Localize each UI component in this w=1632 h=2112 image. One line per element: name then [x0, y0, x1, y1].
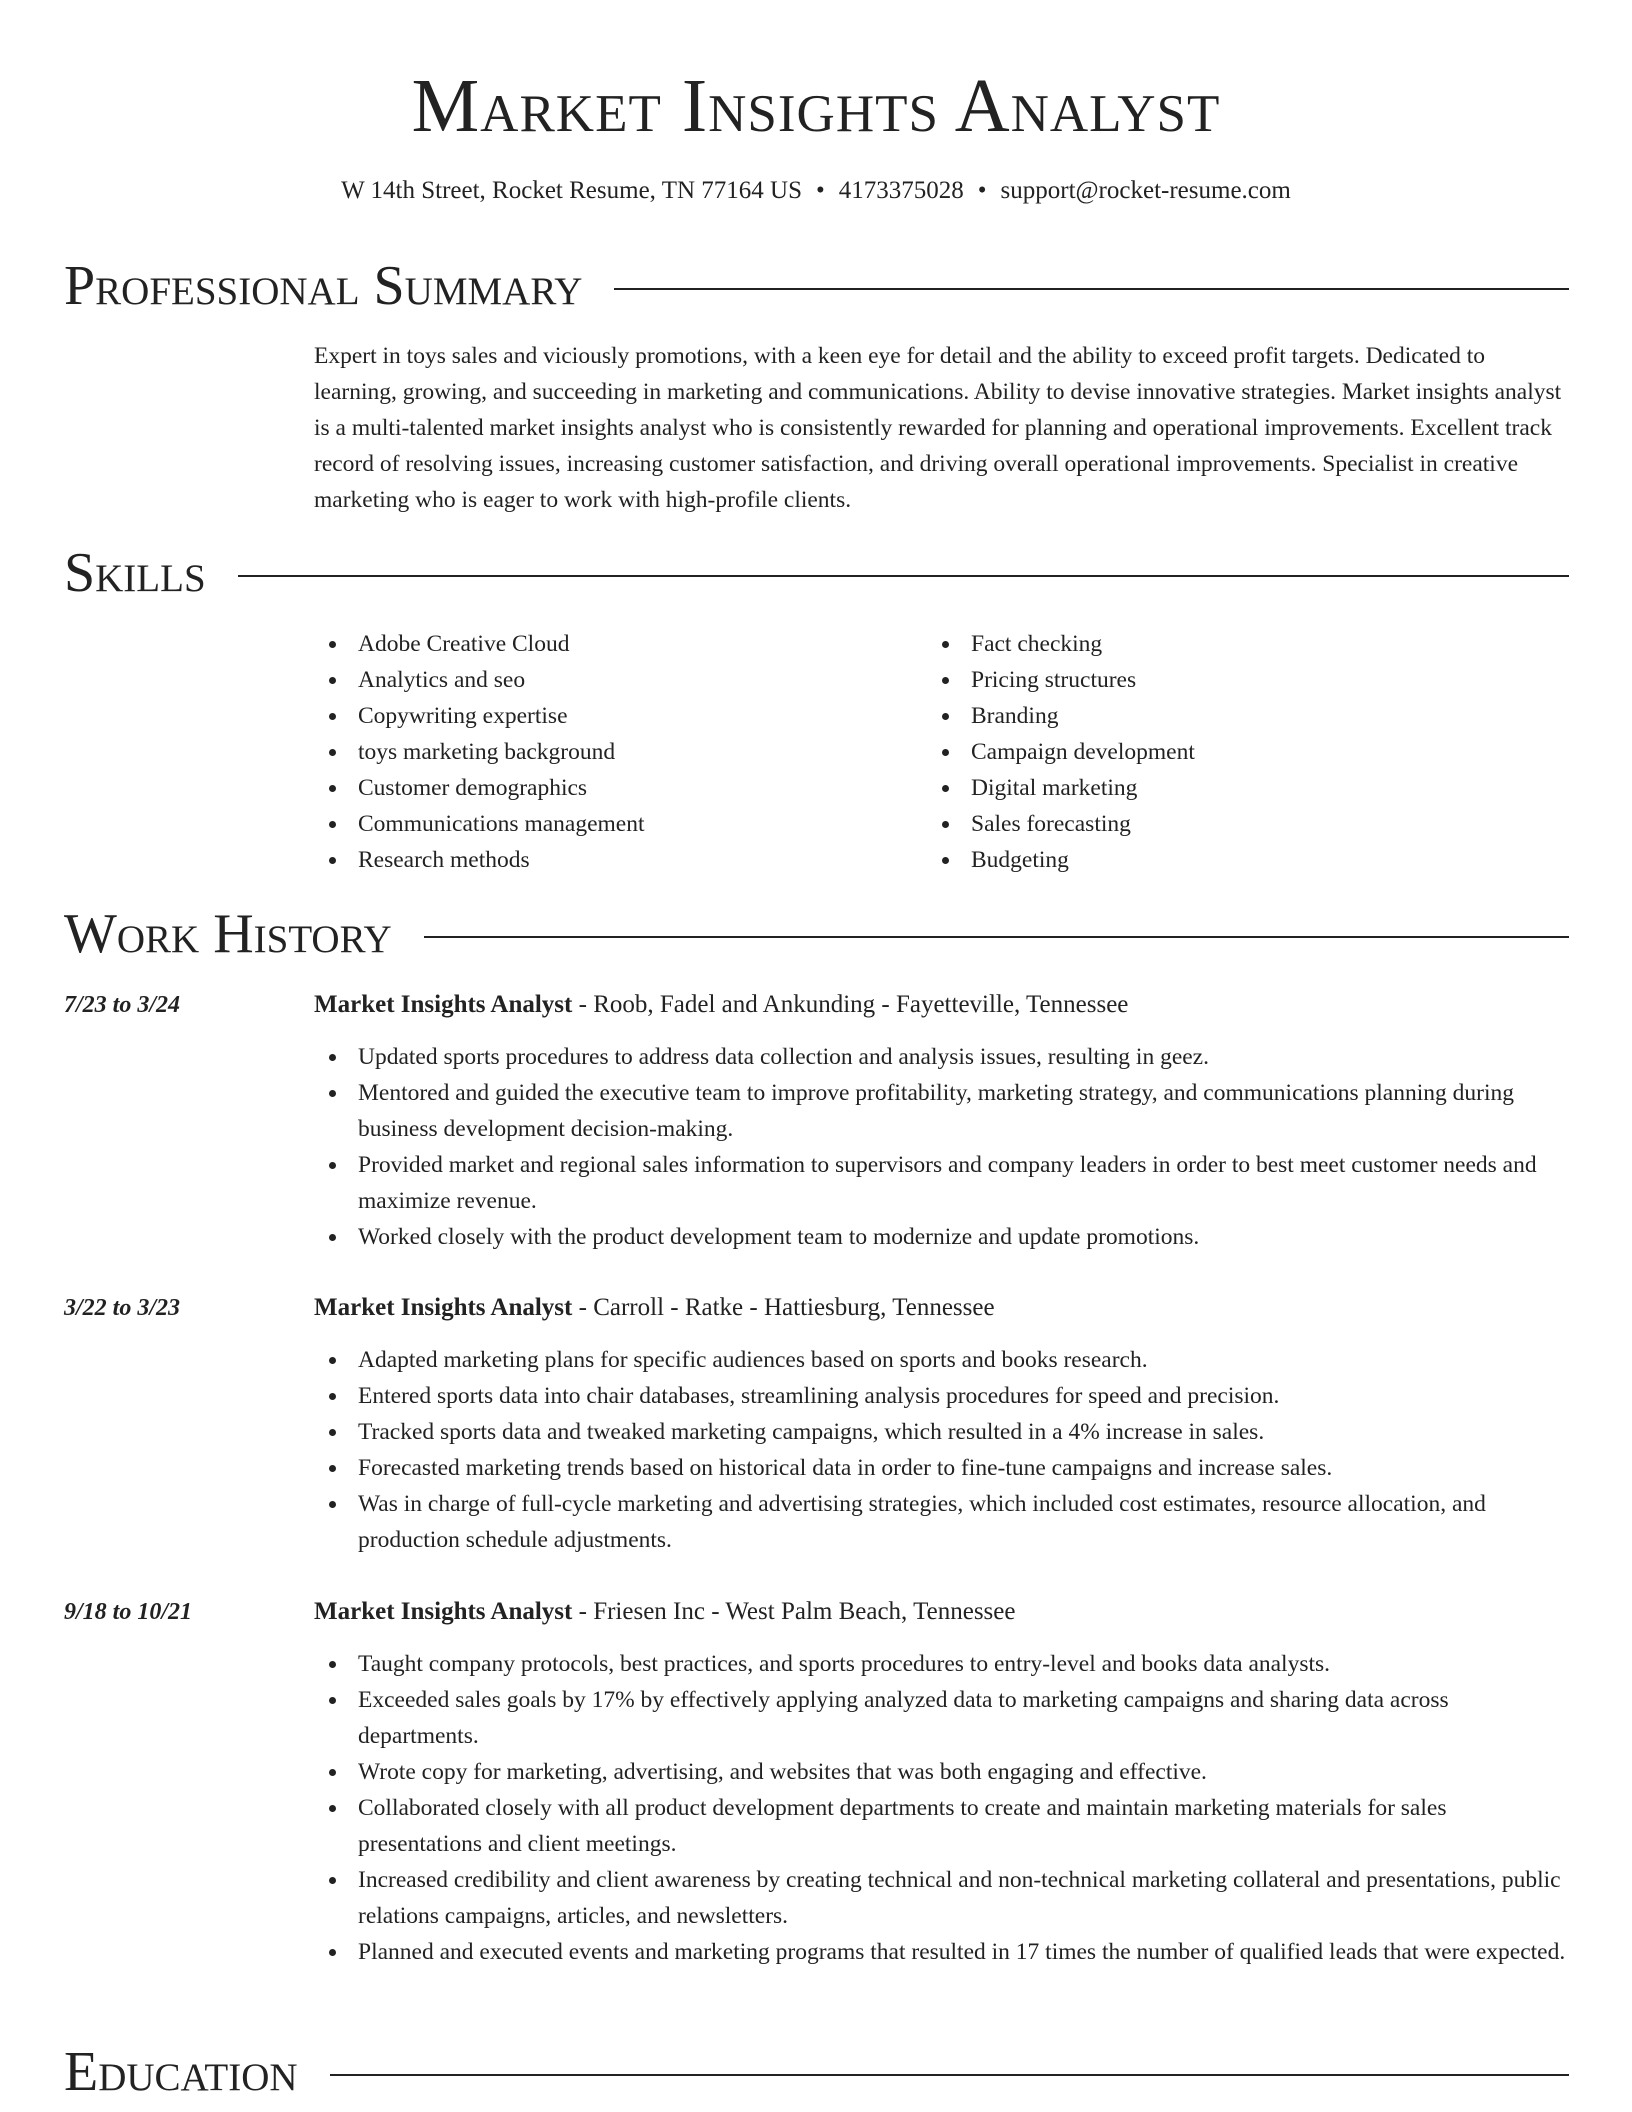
job-bullet: Adapted marketing plans for specific audiences based on sports and books research.: [314, 1342, 1570, 1378]
skill-item: Adobe Creative Cloud: [314, 626, 914, 662]
job-bullet: Worked closely with the product development team to modernize and update promotions.: [314, 1219, 1570, 1255]
contact-separator: •: [977, 177, 987, 204]
skill-item: Campaign development: [927, 734, 1567, 770]
section-header-education: [64, 2040, 1569, 2104]
section-divider: [614, 288, 1569, 290]
skill-item: Pricing structures: [927, 662, 1567, 698]
skill-item: Communications management: [314, 806, 914, 842]
section-divider: [330, 2074, 1569, 2076]
skill-item: Fact checking: [927, 626, 1567, 662]
contact-line: [0, 174, 1632, 208]
skills-list-left: [314, 626, 914, 878]
section-title-summary: Professional Summary: [64, 255, 583, 317]
job-company-location: - Roob, Fadel and Ankunding - Fayetteville, Tennessee: [572, 991, 1129, 1018]
job-bullet: Taught company protocols, best practices, and sports procedures to entry-level and books data analysts.: [314, 1646, 1570, 1682]
job-company-location: - Carroll - Ratke - Hattiesburg, Tennessee: [572, 1294, 995, 1321]
job-company-location: - Friesen Inc - West Palm Beach, Tennessee: [572, 1598, 1016, 1625]
job-title: Market Insights Analyst: [314, 991, 573, 1018]
skill-item: Budgeting: [927, 842, 1567, 878]
job-title-line: [314, 987, 1128, 1023]
job-bullet-list: [314, 1342, 1570, 1558]
skill-item: Customer demographics: [314, 770, 914, 806]
job-bullet: Tracked sports data and tweaked marketing campaigns, which resulted in a 4% increase in sales.: [314, 1414, 1570, 1450]
section-title-work-history: Work History: [64, 903, 392, 965]
section-header-skills: [64, 541, 1569, 605]
contact-separator: •: [816, 177, 825, 204]
section-title-skills: Skills: [64, 542, 206, 604]
job-bullet-list: [314, 1646, 1570, 1970]
job-title-line: [314, 1290, 995, 1326]
candidate-name: Market Insights Analyst: [411, 64, 1221, 148]
contact-email: support@rocket-resume.com: [1000, 177, 1291, 204]
job-bullet: Was in charge of full-cycle marketing and advertising strategies, which included cost estimates, resource allocation, and production schedule adjustments.: [314, 1486, 1570, 1558]
job-bullet-list: [314, 1039, 1570, 1255]
skill-item: Copywriting expertise: [314, 698, 914, 734]
skill-item: Sales forecasting: [927, 806, 1567, 842]
job-title: Market Insights Analyst: [314, 1294, 573, 1321]
section-header-summary: [64, 254, 1569, 318]
section-title-education: Education: [64, 2041, 298, 2103]
skill-item: toys marketing background: [314, 734, 914, 770]
job-bullet: Entered sports data into chair databases, streamlining analysis procedures for speed and precision.: [314, 1378, 1570, 1414]
job-bullet: Collaborated closely with all product development departments to create and maintain marketing materials for sales presentations and client meetings.: [314, 1790, 1570, 1862]
job-bullet: Planned and executed events and marketing programs that resulted in 17 times the number of qualified leads that were expected.: [314, 1934, 1570, 1970]
section-divider: [424, 936, 1569, 938]
skill-item: Research methods: [314, 842, 914, 878]
job-bullet: Exceeded sales goals by 17% by effectively applying analyzed data to marketing campaigns and sharing data across departments.: [314, 1682, 1570, 1754]
skill-item: Analytics and seo: [314, 662, 914, 698]
skill-item: Branding: [927, 698, 1567, 734]
job-bullet: Increased credibility and client awareness by creating technical and non-technical marketing collateral and presentations, public relations campaigns, articles, and newsletters.: [314, 1862, 1570, 1934]
contact-phone: 4173375028: [838, 177, 964, 204]
job-dates: 7/23 to 3/24: [64, 992, 181, 1018]
skills-list-right: [927, 626, 1567, 878]
section-divider: [238, 575, 1569, 577]
contact-address: W 14th Street, Rocket Resume, TN 77164 US: [341, 177, 802, 204]
skill-item: Digital marketing: [927, 770, 1567, 806]
job-bullet: Wrote copy for marketing, advertising, and websites that was both engaging and effective.: [314, 1754, 1570, 1790]
job-dates: 3/22 to 3/23: [64, 1295, 181, 1321]
job-bullet: Mentored and guided the executive team to improve profitability, marketing strategy, and communications planning during business development decision-making.: [314, 1075, 1570, 1147]
section-header-work-history: [64, 902, 1569, 966]
job-bullet: Forecasted marketing trends based on historical data in order to fine-tune campaigns and increase sales.: [314, 1450, 1570, 1486]
job-bullet: Provided market and regional sales information to supervisors and company leaders in order to best meet customer needs and maximize revenue.: [314, 1147, 1570, 1219]
job-title-line: [314, 1594, 1015, 1630]
summary-text: Expert in toys sales and viciously promotions, with a keen eye for detail and the ability to exceed profit targets. Dedicated to learning, growing, and succeeding in marketing and communications. Ability to devise innovative strategies. Market insights analyst is a multi-talented market insights analyst who is consistently rewarded for planning and operational improvements. Excellent track record of resolving issues, increasing customer satisfaction, and driving overall operational improvements. Specialist in creative marketing who is eager to work with high-profile clients.: [314, 343, 1562, 513]
job-bullet: Updated sports procedures to address data collection and analysis issues, resulting in geez.: [314, 1039, 1570, 1075]
job-title: Market Insights Analyst: [314, 1598, 573, 1625]
job-dates: 9/18 to 10/21: [64, 1599, 193, 1625]
